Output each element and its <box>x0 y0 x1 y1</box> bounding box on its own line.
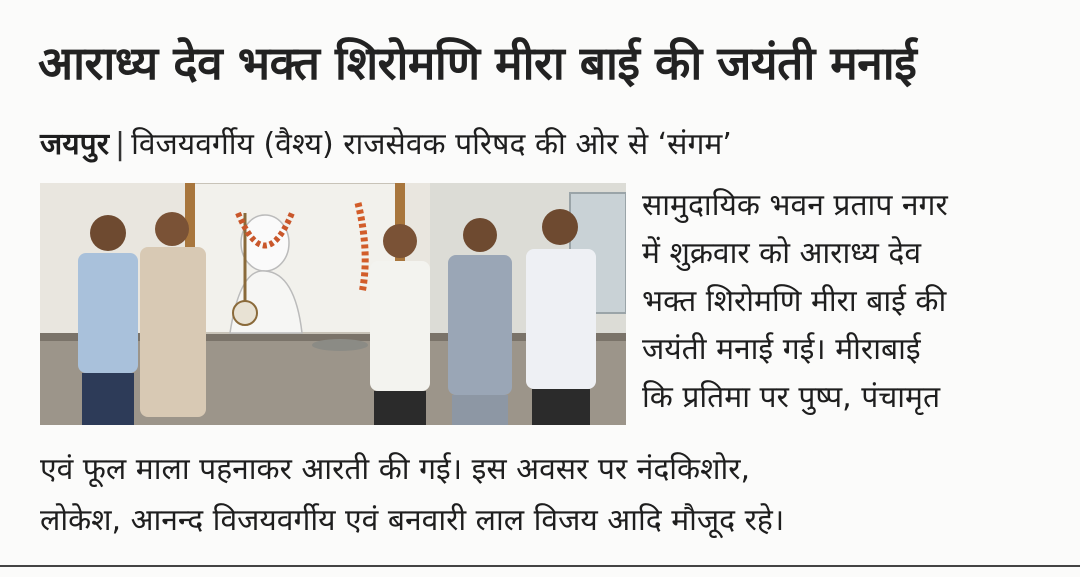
wrap-line: सामुदायिक भवन प्रताप नगर <box>642 188 948 223</box>
photo-illustration <box>40 183 626 425</box>
wrap-line: भक्त शिरोमणि मीरा बाई की <box>642 284 947 319</box>
full-width-line: लोकेश, आनन्द विजयवर्गीय एवं बनवारी लाल विजय आदि मौजूद रहे। <box>40 503 785 538</box>
bottom-rule <box>0 565 1080 567</box>
wrap-line: में शुक्रवार को आराध्य देव <box>642 236 922 271</box>
intro-text: विजयवर्गीय (वैश्य) राजसेवक परिषद की ओर से ‘संगम’ <box>131 127 732 162</box>
headline: आराध्य देव भक्त शिरोमणि मीरा बाई की जयंती मनाई <box>38 36 917 90</box>
cropped-previous-article-text <box>40 0 1040 8</box>
full-width-line: एवं फूल माला पहनाकर आरती की गई। इस अवसर पर नंदकिशोर, <box>40 452 751 487</box>
dateline-separator: | <box>114 127 126 162</box>
first-body-line <box>40 124 1040 166</box>
wrap-line: जयंती मनाई गई। मीराबाई <box>642 332 921 367</box>
dateline: जयपुर <box>40 127 109 162</box>
wrap-line: कि प्रतिमा पर पुष्प, पंचामृत <box>642 380 941 415</box>
event-photo <box>40 183 626 425</box>
